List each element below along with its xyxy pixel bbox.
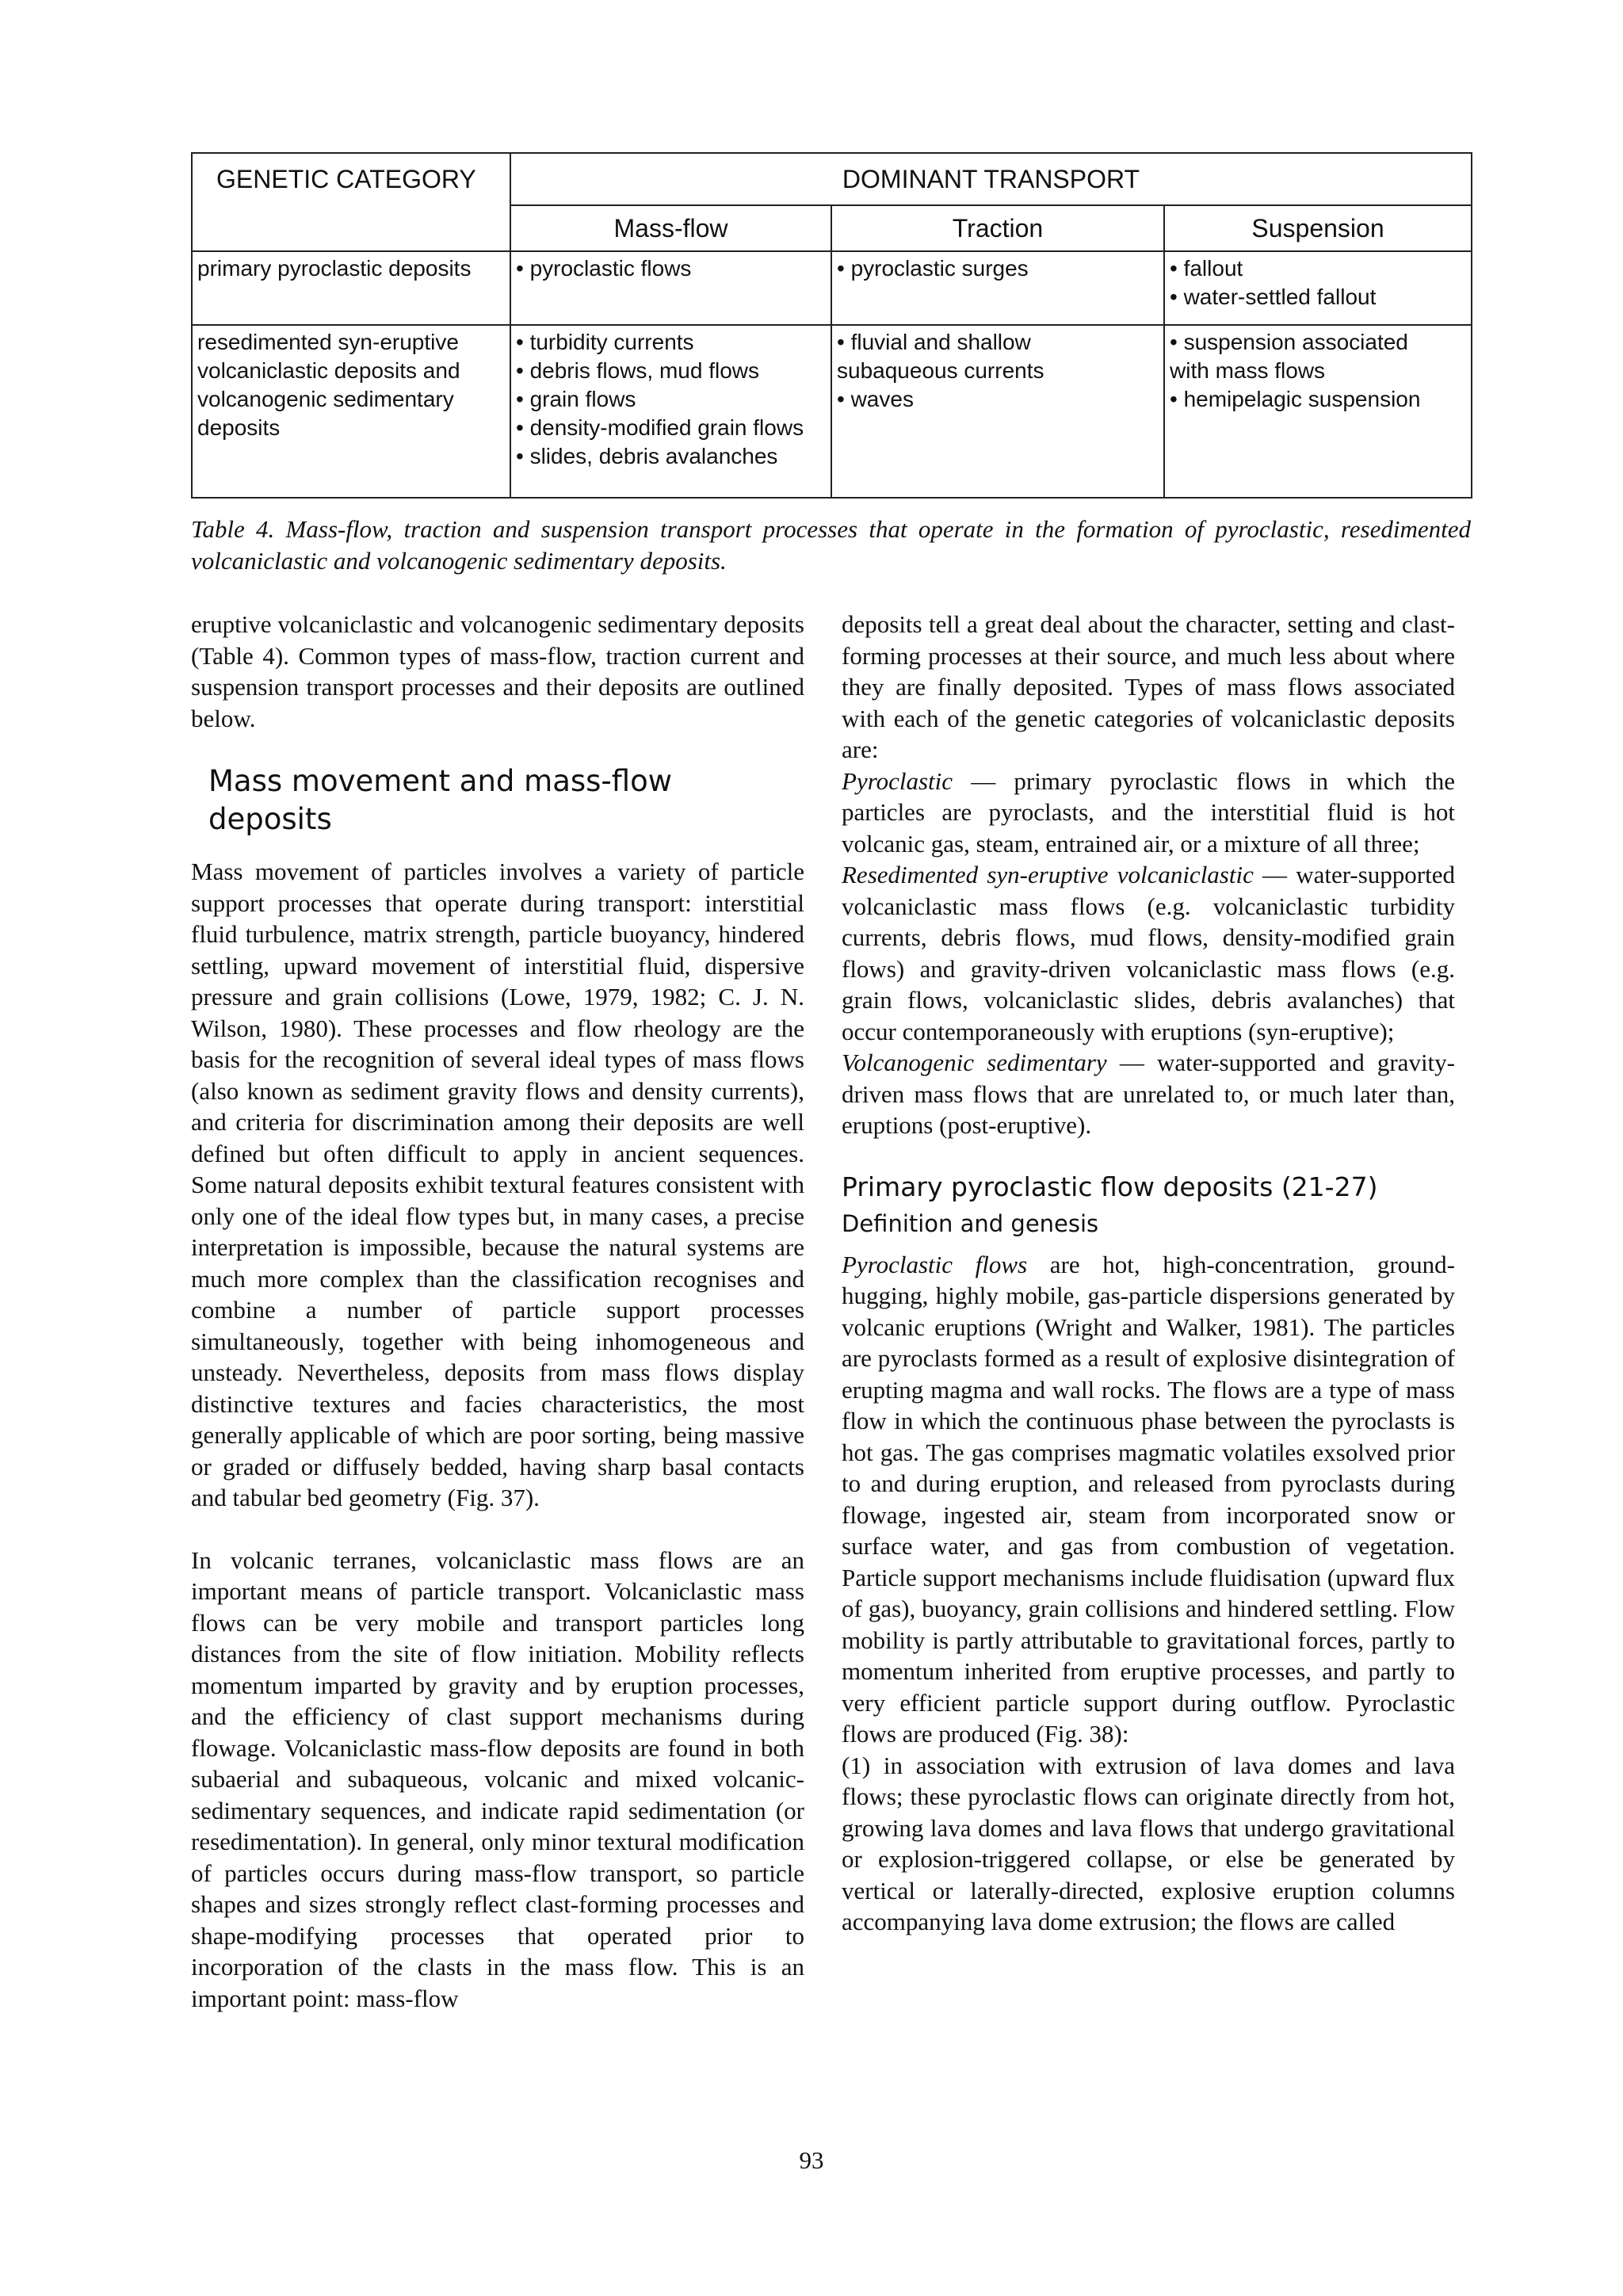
definition-resedimented: Resedimented syn-eruptive volcaniclastic — water-supported volcaniclastic mass flows (e.g. volcaniclastic turbidity currents, debris flows, mud flows, density-modified grain flows) and gravity-driven volcaniclastic mass flows (e.g. grain flows, volcaniclastic slides, debris avalanches) that occur contemporaneously with eruptions (syn-eruptive); <box>842 861 1455 1045</box>
cell-mass-flow: • turbidity currents • debris flows, mud flows • grain flows • density-modified grain flows • slides, debris avalanches <box>510 325 831 498</box>
cell-suspension: • suspension associated with mass flows • hemipelagic suspension <box>1164 325 1472 498</box>
subsection-heading: Primary pyroclastic flow deposits (21-27) <box>842 1171 1378 1202</box>
paragraph: Pyroclastic flows are hot, high-concentration, ground-hugging, highly mobile, gas-particle dispersions generated by volcanic eruptions (Wright and Walker, 1981). The particles are pyroclasts formed as a result of explosive disintegration of erupting magma and wall rocks. The flows are a type of mass flow in which the continuous phase between the pyroclasts is hot gas. The gas comprises magmatic volatiles exsolved prior to and during eruption, and released from pyroclasts during flowage, ingested air, steam from incorporated snow or surface water, and gas from combustion of vegetation. Particle support mechanisms include fluidisation (upward flux of gas), buoyancy, grain collisions and hindered settling. Flow mobility is partly attributable to gravitational forces, partly to momentum inherited from eruptive processes, and partly to very efficient particle support during outflow. Pyroclastic flows are produced (Fig. 38): <box>842 1250 1455 1748</box>
left-column <box>191 609 804 2014</box>
paragraph: Mass movement of particles involves a variety of particle support processes that operate during transport: interstitial fluid turbulence, matrix strength, particle buoyancy, hindered settling, upward movement of interstitial fluid, dispersive pressure and grain collisions (Lowe, 1979, 1982; C. J. N. Wilson, 1980). These processes and flow rheology are the basis for the recognition of several ideal types of mass flows (also known as sediment gravity flows and density currents), and criteria for discrimination among their deposits are well defined but often difficult to apply in ancient sequences. Some natural deposits exhibit textural features consistent with only one of the ideal flow types but, in many cases, a precise interpretation is impossible, because the natural systems are much more complex than the classification recognises and combine a number of particle support processes simultaneously, together with being inhomogeneous and unsteady. Nevertheless, deposits from mass flows display distinctive textures and facies characteristics, the most generally applicable of which are poor sorting, being massive or graded or diffusely bedded, having sharp basal contacts and tabular bed geometry (Fig. 37). <box>191 858 804 1511</box>
subsubsection-heading: Definition and genesis <box>842 1209 1099 1237</box>
paragraph: deposits tell a great deal about the character, setting and clast-forming processes at their source, and much less about where they are finally deposited. Types of mass flows associated with each of the genetic categories of volcaniclastic deposits are: <box>842 610 1455 763</box>
table-row <box>192 325 1472 498</box>
cell-category: resedimented syn-eruptive volcaniclastic deposits and volcanogenic sedimentary deposits <box>192 325 510 498</box>
page-number: 93 <box>799 2146 824 2174</box>
header-traction: Traction <box>831 205 1164 251</box>
paragraph: eruptive volcaniclastic and volcanogenic sedimentary deposits (Table 4). Common types of mass-flow, traction current and suspension transport processes and their deposits are outlined below. <box>191 610 804 732</box>
table-row <box>192 251 1472 325</box>
right-column <box>842 609 1455 1938</box>
cell-traction: • pyroclastic surges <box>831 251 1164 325</box>
header-genetic-category: GENETIC CATEGORY <box>192 153 510 251</box>
cell-traction: • fluvial and shallow subaqueous currents • waves <box>831 325 1164 498</box>
definition-pyroclastic: Pyroclastic — primary pyroclastic flows in which the particles are pyroclasts, and the interstitial fluid is hot volcanic gas, steam, entrained air, or a mixture of all three; <box>842 766 1455 858</box>
definition-volcanogenic: Volcanogenic sedimentary — water-supported and gravity-driven mass flows that are unrelated to, or much later than, eruptions (post-eruptive). <box>842 1049 1455 1139</box>
table-caption: Table 4. Mass-flow, traction and suspension transport processes that operate in the formation of pyroclastic, resedimented volcaniclastic and volcanogenic sedimentary deposits. <box>191 515 1471 575</box>
cell-mass-flow: • pyroclastic flows <box>510 251 831 325</box>
table-4 <box>191 152 1472 499</box>
header-suspension: Suspension <box>1164 205 1472 251</box>
header-mass-flow: Mass-flow <box>510 205 831 251</box>
list-item: (1) in association with extrusion of lava domes and lava flows; these pyroclastic flows can originate directly from hot, growing lava domes and lava flows that undergo gravitational or explosion-triggered collapse, or else be generated by vertical or laterally-directed, explosive eruption columns accompanying lava dome extrusion; the flows are called <box>842 1751 1455 1935</box>
cell-suspension: • fallout • water-settled fallout <box>1164 251 1472 325</box>
cell-category: primary pyroclastic deposits <box>192 251 510 325</box>
paragraph: In volcanic terranes, volcaniclastic mass flows are an important means of particle transport. Volcaniclastic mass flows can be very mobile and transport particles long distances from the site of flow initiation. Mobility reflects momentum imparted by gravity and by eruption processes, and the efficiency of clast support mechanisms during flowage. Volcaniclastic mass-flow deposits are found in both subaerial and subaqueous, volcanic and mixed volcanic-sedimentary sequences, and indicate rapid sedimentation (or resedimentation). In general, only minor textural modification of particles occurs during mass-flow transport, so particle shapes and sizes strongly reflect clast-forming processes and shape-modifying processes that operated prior to incorporation of the clasts in the mass flow. This is an important point: mass-flow <box>191 1545 804 2012</box>
section-heading: Mass movement and mass-flow deposits <box>208 764 672 836</box>
header-dominant-transport: DOMINANT TRANSPORT <box>510 153 1472 205</box>
